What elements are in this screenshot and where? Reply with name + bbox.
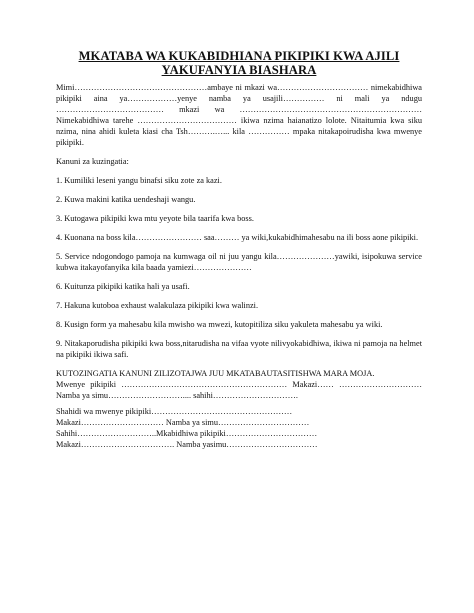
rules-heading: Kanuni za kuzingatia: bbox=[56, 157, 129, 166]
rule-6: 6. Kuitunza pikipiki katika hali ya usafi. bbox=[56, 282, 190, 291]
rule-5: 5. Service ndogondogo pamoja na kumwaga oil ni juu yangu kila…………………yawiki, isipokuwa service kubwa itakayofanyika kila baada yamiezi………………… bbox=[56, 252, 422, 272]
title-line-2: YAKUFANYIA BIASHARA bbox=[161, 62, 317, 77]
rule-9: 9. Nitakaporudisha pikipiki kwa boss,nitarudisha na vifaa vyote nilivyokabidhiwa, ikiwa ni pamoja na helmet na pikipiki ikiwa safi. bbox=[56, 339, 422, 359]
rule-4: 4. Kuonana na boss kila…………………… saa……… ya wiki,kukabidhimahesabu na ili boss aone pikipiki. bbox=[56, 233, 419, 242]
closing-heading: KUTOZINGATIA KANUNI ZILIZOTAJWA JUU MKATABAUTASITISHWA MARA MOJA. bbox=[56, 369, 375, 378]
rule-2: 2. Kuwa makini katika uendeshaji wangu. bbox=[56, 195, 196, 204]
rule-8: 8. Kusign form ya mahesabu kila mwisho wa mwezi, kutopitiliza siku yakuleta mahesabu ya wiki. bbox=[56, 320, 383, 329]
signature-owner: Mwenye pikipiki …………………………………………………… Makazi…… ………………………… Namba ya simu……………………….... sahihi…………………………. bbox=[56, 380, 422, 400]
intro-paragraph: Mimi…………………………………………ambaye ni mkazi wa…………………………… nimekabidhiwa pikipiki aina ya………………yenye namba ya usajili…………… ni mali ya ndugu ………………………………… mkazi wa ………………………………………………………… Nimekabidhiwa tarehe ……………………………… ikiwa nzima haianatizo lolote. Nitaitumia kwa siku nzima, nina ahidi kuleta kiasi cha Tsh……….…... kila …………… mpaka nitakapoirudisha kwa mwenye pikipiki. bbox=[56, 83, 422, 147]
signature-recipient-contact: Makazi……………………………. Namba yasimu…………………………… bbox=[56, 440, 318, 449]
rule-1: 1. Kumiliki leseni yangu binafsi siku zote za kazi. bbox=[56, 176, 222, 185]
signature-recipient: Sahihi………………………..Mkabidhiwa pikipiki…………………………… bbox=[56, 429, 318, 438]
rule-7: 7. Hakuna kutoboa exhaust walakulaza pikipiki kwa walinzi. bbox=[56, 301, 259, 310]
signature-witness-contact: Makazi………………………… Namba ya simu…………………………… bbox=[56, 418, 310, 427]
signature-witness: Shahidi wa mwenye pikipiki…………………………………………… bbox=[56, 407, 293, 416]
document-title bbox=[56, 50, 422, 77]
title-line-1: MKATABA WA KUKABIDHIANA PIKIPIKI KWA AJILI bbox=[78, 49, 400, 63]
rule-3: 3. Kutogawa pikipiki kwa mtu yeyote bila taarifa kwa boss. bbox=[56, 214, 254, 223]
